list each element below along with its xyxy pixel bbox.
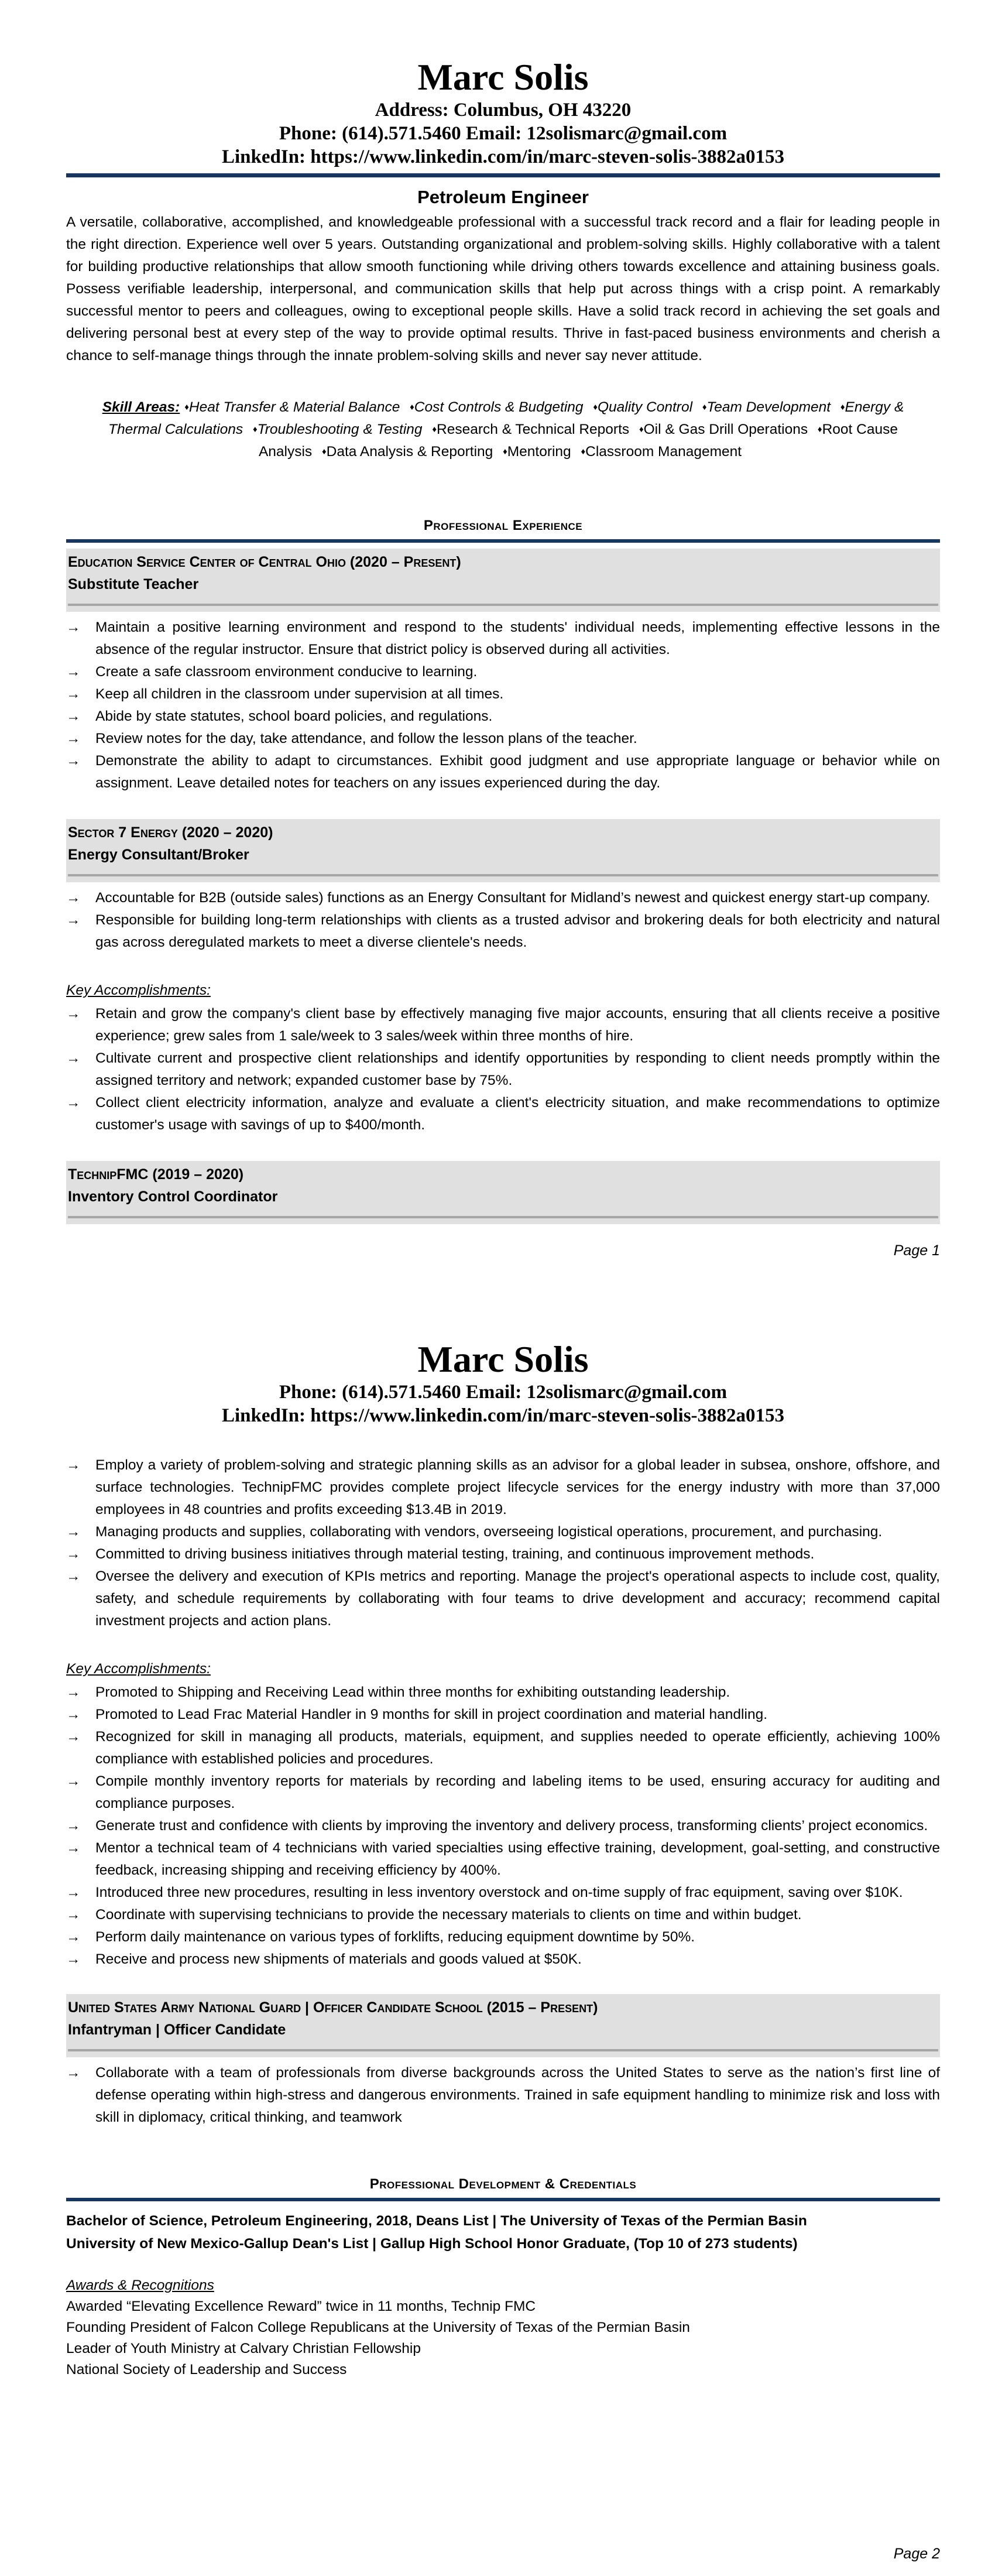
arrow-icon: → <box>66 1707 81 1722</box>
page-2-content <box>66 1338 940 2380</box>
award-item: National Society of Leadership and Success <box>66 2362 347 2378</box>
job-role: Substitute Teacher <box>68 576 199 592</box>
diamond-icon: ♦ <box>321 447 327 457</box>
bullet-item <box>66 1003 940 1047</box>
arrow-icon: → <box>66 1929 81 1945</box>
bullet-item <box>66 705 940 728</box>
skill-text: Oil & Gas Drill Operations <box>643 422 808 437</box>
page-1-content <box>66 56 940 1224</box>
arrow-icon: → <box>66 1840 81 1856</box>
skill-text: Troubleshooting & Testing <box>257 422 423 437</box>
diamond-icon: ♦ <box>639 424 644 434</box>
skill-item <box>702 399 831 415</box>
bullet-item <box>66 1704 940 1726</box>
diamond-icon: ♦ <box>581 447 586 457</box>
address: Address: Columbus, OH 43220 <box>375 100 632 121</box>
arrow-icon: → <box>66 731 81 746</box>
bullet-text: Promoted to Lead Frac Material Handler in 9 months for skill in project coordination and material handling. <box>95 1707 768 1722</box>
bullet-text: Demonstrate the ability to adapt to circumstances. Exhibit good judgment and use appropriate language or behavior while on assignment. Leave detailed notes for teachers on any issues experienced during the day. <box>95 753 940 791</box>
skill-text: Team Development <box>706 399 831 415</box>
arrow-icon: → <box>66 2065 81 2081</box>
arrow-icon: → <box>66 1457 81 1473</box>
development-divider <box>66 2198 940 2201</box>
bullet-text: Receive and process new shipments of materials and goods valued at $50K. <box>95 1951 582 1967</box>
job-role: Energy Consultant/Broker <box>68 847 249 863</box>
job-header-army <box>66 1994 940 2057</box>
bullet-text: Responsible for building long-term relationships with clients as a trusted advisor and brokering deals for both electricity and natural gas across deregulated markets to meet a diverse clientele's needs. <box>95 912 940 950</box>
job-bullets <box>66 887 940 954</box>
bullet-text: Perform daily maintenance on various types of forklifts, reducing equipment downtime by 50%. <box>95 1929 695 1945</box>
bullet-text: Compile monthly inventory reports for materials by recording and labeling items to be used, ensuring accuracy for auditing and compliance purposes. <box>95 1773 940 1811</box>
education-line: University of New Mexico-Gallup Dean's List | Gallup High School Honor Graduate, (Top 10 of 273 students) <box>66 2236 798 2252</box>
bullet-item <box>66 1726 940 1770</box>
bullet-text: Collect client electricity information, analyze and evaluate a client's electricity situation, and make recommendations to optimize customer's usage with savings of up to $400/month. <box>95 1095 940 1133</box>
section-heading-development: Professional Development & Credentials <box>369 2176 637 2192</box>
bullet-item <box>66 683 940 705</box>
job-company: Sector 7 Energy (2020 – 2020) <box>68 824 273 841</box>
job-bullets <box>66 2062 940 2129</box>
page-number: Page 2 <box>893 2546 940 2562</box>
arrow-icon: → <box>66 753 81 769</box>
diamond-icon: ♦ <box>410 402 414 412</box>
bullet-item <box>66 1837 940 1882</box>
bullet-item <box>66 1454 940 1521</box>
bullet-item <box>66 1521 940 1543</box>
candidate-name: Marc Solis <box>417 1338 589 1380</box>
skill-text: Classroom Management <box>585 444 742 460</box>
job-header-esc <box>66 549 940 612</box>
bullet-text: Keep all children in the classroom under supervision at all times. <box>95 686 504 702</box>
job-divider <box>68 874 938 876</box>
section-heading-experience: Professional Experience <box>423 518 583 533</box>
arrow-icon: → <box>66 1095 81 1111</box>
arrow-icon: → <box>66 1684 81 1700</box>
job-company: TechnipFMC (2019 – 2020) <box>68 1166 244 1183</box>
linkedin-link[interactable]: LinkedIn: https://www.linkedin.com/in/marc-steven-solis-3882a0153 <box>221 146 785 167</box>
bullet-text: Collaborate with a team of professionals from diverse backgrounds across the United States to serve as the nation’s first line of defense operating within high-stress and dangerous environments. Trained in safe equipment handling to minimize risk and loss with skill in diplomacy, critical thinking, and teamwork <box>95 2065 940 2125</box>
bullet-item <box>66 1904 940 1926</box>
diamond-icon: ♦ <box>184 402 189 412</box>
bullet-text: Committed to driving business initiatives through material testing, training, and continuous improvement methods. <box>95 1546 815 1562</box>
phone-email: Phone: (614).571.5460 Email: 12solismarc@gmail.com <box>279 1382 728 1403</box>
bullet-text: Managing products and supplies, collaborating with vendors, overseeing logistical operations, procurement, and purchasing. <box>95 1524 883 1540</box>
bullet-text: Retain and grow the company's client base by effectively managing five major accounts, ensuring that all clients receive a positive experience; grew sales from 1 sale/week to 3 sales/week within three months of hire. <box>95 1006 940 1044</box>
bullet-text: Generate trust and confidence with clients by improving the inventory and delivery process, transforming clients’ project economics. <box>95 1818 928 1834</box>
job-header-sector7 <box>66 819 940 882</box>
skill-item <box>593 399 692 415</box>
skill-areas <box>90 396 917 463</box>
diamond-icon: ♦ <box>432 424 437 434</box>
candidate-name: Marc Solis <box>417 56 589 98</box>
arrow-icon: → <box>66 1951 81 1967</box>
skill-text: Energy & Thermal Calculations <box>108 399 904 437</box>
job-header-technipfmc <box>66 1161 940 1224</box>
arrow-icon: → <box>66 1907 81 1923</box>
arrow-icon: → <box>66 1006 81 1022</box>
skill-item <box>184 399 400 415</box>
arrow-icon: → <box>66 1524 81 1540</box>
resume-page-2 <box>0 1288 995 2576</box>
job-role: Inventory Control Coordinator <box>68 1188 278 1205</box>
bullet-text: Employ a variety of problem-solving and strategic planning skills as an advisor for a global leader in subsea, onshore, offshore, and surface technologies. TechnipFMC provides complete project lifecycle services for the energy industry with more than 37,000 employees in 48 countries and profits exceeding $13.4B in 2019. <box>95 1457 940 1517</box>
bullet-item <box>66 1681 940 1704</box>
skill-list <box>108 399 904 460</box>
skill-text: Cost Controls & Budgeting <box>414 399 584 415</box>
diamond-icon: ♦ <box>252 424 258 434</box>
arrow-icon: → <box>66 619 81 635</box>
diamond-icon: ♦ <box>593 402 598 412</box>
arrow-icon: → <box>66 1773 81 1789</box>
bullet-text: Recognized for skill in managing all products, materials, equipment, and supplies needed to operate efficiently, achieving 100% compliance with established policies and procedures. <box>95 1729 940 1767</box>
phone-email: Phone: (614).571.5460 Email: 12solismarc@gmail.com <box>279 123 728 144</box>
job-divider <box>68 604 938 606</box>
arrow-icon: → <box>66 1729 81 1745</box>
bullet-text: Cultivate current and prospective client relationships and identify opportunities by responding to client needs promptly within the assigned territory and network; expanded customer base by 75%. <box>95 1050 940 1088</box>
bullet-text: Introduced three new procedures, resulting in less inventory overstock and on-time supply of frac equipment, saving over $10K. <box>95 1885 903 1900</box>
bullet-item <box>66 1047 940 1092</box>
bullet-text: Accountable for B2B (outside sales) functions as an Energy Consultant for Midland’s newest and quickest energy start-up company. <box>95 890 931 906</box>
page-number: Page 1 <box>893 1242 940 1259</box>
bullet-item <box>66 661 940 683</box>
bullet-text: Abide by state statutes, school board policies, and regulations. <box>95 708 493 724</box>
job-company: Education Service Center of Central Ohio (2020 – Present) <box>68 554 461 570</box>
bullet-item <box>66 1770 940 1815</box>
experience-divider <box>66 539 940 543</box>
skill-text: Data Analysis & Reporting <box>326 444 493 460</box>
bullet-text: Mentor a technical team of 4 technicians with varied specialties using effective training, development, goal-setting, and constructive feedback, increasing shipping and receiving efficiency by 400%. <box>95 1840 940 1878</box>
bullet-item <box>66 1566 940 1632</box>
arrow-icon: → <box>66 890 81 906</box>
bullet-item <box>66 728 940 750</box>
job-divider <box>68 2049 938 2051</box>
skill-item <box>581 444 742 460</box>
award-item: Leader of Youth Ministry at Calvary Christian Fellowship <box>66 2341 421 2356</box>
bullet-text: Oversee the delivery and execution of KPIs metrics and reporting. Manage the project's operational aspects to include cost, quality, safety, and schedule requirements by collaborating with four teams to drive development and accuracy; recommend capital investment projects and action plans. <box>95 1568 940 1629</box>
skill-item <box>432 422 629 437</box>
linkedin-link[interactable]: LinkedIn: https://www.linkedin.com/in/marc-steven-solis-3882a0153 <box>221 1405 785 1426</box>
arrow-icon: → <box>66 1885 81 1900</box>
skill-item <box>639 422 808 437</box>
job-bullets <box>66 1454 940 1632</box>
bullet-item <box>66 1543 940 1566</box>
arrow-icon: → <box>66 708 81 724</box>
bullet-item <box>66 887 940 909</box>
summary-paragraph: A versatile, collaborative, accomplished, and knowledgeable professional with a successful track record and a flair for leading people in the right direction. Experience well over 5 years. Outstanding organizational and problem-solving skills. Highly collaborative with a talent for building productive relationships that allow smooth functioning while driving others towards excellence and attaining business goals. Possess verifiable leadership, interpersonal, and communication skills that help put across things with a crisp point. A remarkably successful mentor to peers and colleagues, owing to exceptional people skills. Have a solid track record in achieving the set goals and delivering personal best at every step of the way to provide optimal results. Thrive in fast-paced business environments and cherish a chance to self-manage things through the innate problem-solving skills and never say never attitude. <box>66 214 940 364</box>
accomplishment-bullets <box>66 1681 940 1971</box>
award-item: Founding President of Falcon College Republicans at the University of Texas of the Permian Basin <box>66 2320 690 2335</box>
skill-areas-label: Skill Areas: <box>102 399 180 415</box>
skill-text: Quality Control <box>597 399 693 415</box>
job-company: United States Army National Guard | Officer Candidate School (2015 – Present) <box>68 1999 598 2016</box>
bullet-item <box>66 909 940 954</box>
key-accomplishments-label: Key Accomplishments: <box>66 1661 211 1677</box>
award-item: Awarded “Elevating Excellence Reward” twice in 11 months, Technip FMC <box>66 2298 536 2314</box>
job-title: Petroleum Engineer <box>417 187 589 207</box>
arrow-icon: → <box>66 1568 81 1584</box>
bullet-text: Maintain a positive learning environment and respond to the students' individual needs, implementing effective lessons in the absence of the regular instructor. Ensure that district policy is observed during all activities. <box>95 619 940 657</box>
skill-item <box>253 422 423 437</box>
arrow-icon: → <box>66 1546 81 1562</box>
bullet-text: Create a safe classroom environment conducive to learning. <box>95 664 478 680</box>
diamond-icon: ♦ <box>840 402 845 412</box>
awards-heading: Awards & Recognitions <box>66 2277 214 2293</box>
bullet-item <box>66 1882 940 1904</box>
skill-item <box>503 444 571 460</box>
bullet-item <box>66 616 940 661</box>
skill-text: Root Cause Analysis <box>258 422 898 460</box>
arrow-icon: → <box>66 686 81 702</box>
skill-text: Research & Technical Reports <box>437 422 630 437</box>
job-divider <box>68 1216 938 1218</box>
skill-item <box>322 444 493 460</box>
job-bullets <box>66 616 940 794</box>
bullet-text: Coordinate with supervising technicians to provide the necessary materials to clients on time and within budget. <box>95 1907 802 1923</box>
bullet-item <box>66 1092 940 1136</box>
skill-text: Heat Transfer & Material Balance <box>188 399 400 415</box>
arrow-icon: → <box>66 664 81 680</box>
diamond-icon: ♦ <box>503 447 507 457</box>
skill-item <box>410 399 583 415</box>
bullet-item <box>66 1815 940 1837</box>
bullet-item <box>66 1926 940 1948</box>
diamond-icon: ♦ <box>702 402 707 412</box>
job-role: Infantryman | Officer Candidate <box>68 2022 286 2038</box>
arrow-icon: → <box>66 1818 81 1834</box>
bullet-item <box>66 2062 940 2129</box>
key-accomplishments-label: Key Accomplishments: <box>66 982 211 998</box>
bullet-text: Promoted to Shipping and Receiving Lead within three months for exhibiting outstanding leadership. <box>95 1684 730 1700</box>
education-line: Bachelor of Science, Petroleum Engineering, 2018, Deans List | The University of Texas of the Permian Basin <box>66 2213 807 2229</box>
diamond-icon: ♦ <box>817 424 822 434</box>
bullet-item <box>66 1948 940 1971</box>
arrow-icon: → <box>66 1050 81 1066</box>
header-divider <box>66 173 940 177</box>
bullet-item <box>66 750 940 794</box>
accomplishment-bullets <box>66 1003 940 1136</box>
bullet-text: Review notes for the day, take attendance, and follow the lesson plans of the teacher. <box>95 731 637 746</box>
arrow-icon: → <box>66 912 81 928</box>
skill-text: Mentoring <box>507 444 571 460</box>
